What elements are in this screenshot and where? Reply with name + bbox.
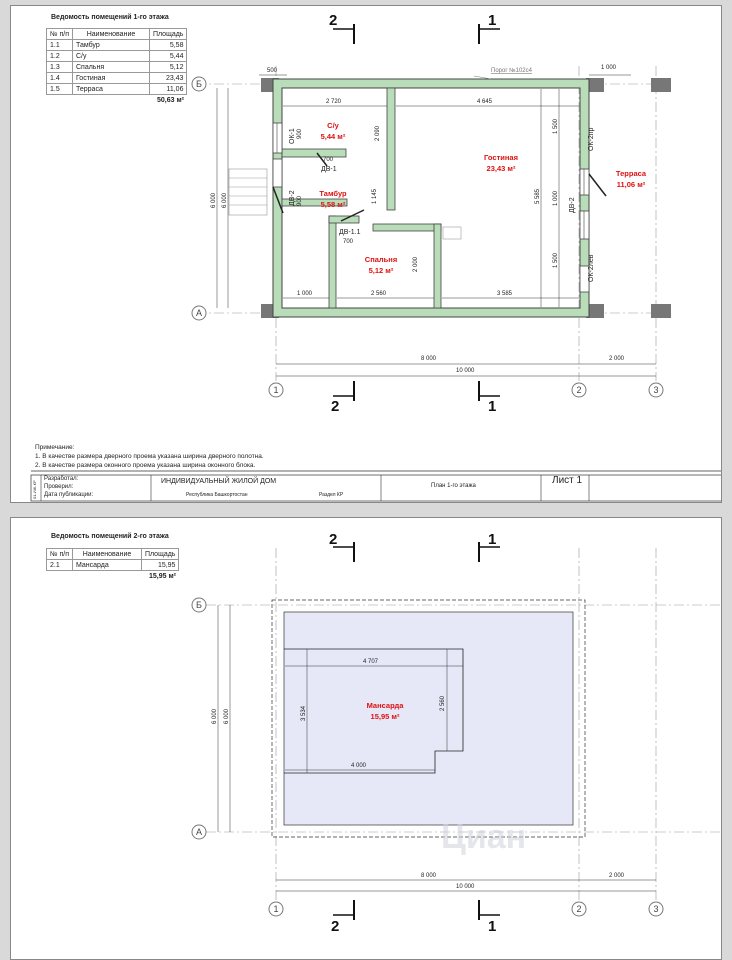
axis-label-a: А <box>195 308 203 318</box>
dim-2720: 2 720 <box>326 99 342 105</box>
axis-label-1: 1 <box>273 385 279 395</box>
door-label-dv11: ДВ-1.1 <box>339 229 361 236</box>
threshold-label: Порог №102с4 <box>491 68 532 74</box>
cell-area: 11,06 <box>149 84 186 95</box>
dim-2000-right: 2 000 <box>609 356 625 362</box>
cell-name: Спальня <box>72 62 149 73</box>
door-label-dv2-right: ДВ-2 <box>569 197 576 213</box>
cell-area: 5,12 <box>149 62 186 73</box>
schedule-header: Площадь <box>149 29 186 40</box>
cell-name: Терраса <box>72 84 149 95</box>
title-block-section: Раздел КР <box>319 492 344 498</box>
cell-num: 2.1 <box>47 560 73 571</box>
cell-num: 1.4 <box>47 73 73 84</box>
section-mark-2-bottom: 2 <box>331 918 340 935</box>
axis-label-b: Б <box>196 600 202 610</box>
schedule-2-title: Ведомость помещений 2-го этажа <box>51 533 169 540</box>
dim-10000: 10 000 <box>456 368 475 374</box>
dim-1000-bottom: 1 000 <box>297 291 313 297</box>
cell-area: 23,43 <box>149 73 186 84</box>
dim-6000-b: 6 000 <box>224 708 230 724</box>
dim-900-a: 900 <box>297 128 303 139</box>
cell-name: Тамбур <box>72 40 149 51</box>
cell-name: Гостиная <box>72 73 149 84</box>
window-label-ok1: ОК-1 <box>289 128 296 144</box>
dim-3534: 3 534 <box>301 705 307 721</box>
room-vestibule-name: Тамбур <box>319 189 347 198</box>
sheet-2 <box>10 517 722 960</box>
schedule-header: Наименование <box>72 549 141 560</box>
dim-5585: 5 585 <box>535 188 541 204</box>
dim-6000-a: 6 000 <box>211 192 217 208</box>
section-mark-1-bottom: 1 <box>488 398 497 415</box>
dim-2560: 2 560 <box>440 695 446 711</box>
door-label-dv2: ДВ-2 <box>289 190 296 206</box>
dim-2000: 2 000 <box>413 256 419 272</box>
room-toilet-name: С/у <box>327 121 339 130</box>
dim-900-b: 900 <box>297 195 303 206</box>
note-2: 2. В качестве размера оконного проема указана ширина оконного блока. <box>35 462 256 469</box>
dim-6000-b: 6 000 <box>222 192 228 208</box>
section-mark-2-top: 2 <box>329 12 338 29</box>
schedule-1-title: Ведомость помещений 1-го этажа <box>51 14 169 21</box>
cell-num: 1.2 <box>47 51 73 62</box>
title-block-pub-date: Дата публикации: <box>44 492 94 498</box>
section-mark-1-top: 1 <box>488 531 497 548</box>
room-living-area: 23,43 м² <box>486 164 516 173</box>
title-block-sheet: Лист 1 <box>552 475 583 486</box>
schedule-header: Площадь <box>141 549 178 560</box>
note-1: 1. В качестве размера дверного проема указана ширина дверного полотна. <box>35 453 264 460</box>
dim-2090: 2 090 <box>375 125 381 141</box>
section-mark-1-top: 1 <box>488 12 497 29</box>
dim-1500-a: 1 500 <box>553 118 559 134</box>
axis-label-3: 3 <box>653 385 659 395</box>
dim-10000: 10 000 <box>456 884 475 890</box>
dim-4000: 4 000 <box>351 763 367 769</box>
schedule-header: № п/п <box>47 549 73 560</box>
schedule-header: № п/п <box>47 29 73 40</box>
schedule-total: 15,95 м² <box>148 572 176 580</box>
dim-1500-b: 1 500 <box>553 252 559 268</box>
room-toilet-area: 5,44 м² <box>320 132 346 141</box>
schedule-header: Наименование <box>72 29 149 40</box>
section-mark-1-bottom: 1 <box>488 918 497 935</box>
cell-name: С/у <box>72 51 149 62</box>
dim-4707: 4 707 <box>363 659 379 665</box>
dim-6000-a: 6 000 <box>212 708 218 724</box>
notes-title: Примечание: <box>35 444 75 451</box>
room-terrace-name: Терраса <box>615 169 647 178</box>
title-block-drawing: План 1-го этажа <box>431 483 476 489</box>
room-bedroom-name: Спальня <box>364 255 398 264</box>
door-label-dv1: ДВ-1 <box>321 166 337 173</box>
dim-2000-right: 2 000 <box>609 873 625 879</box>
dim-1145: 1 145 <box>372 188 378 204</box>
section-mark-2-top: 2 <box>329 531 338 548</box>
dim-1000-top: 1 000 <box>601 65 617 71</box>
cell-num: 1.1 <box>47 40 73 51</box>
dim-1000-right: 1 000 <box>553 190 559 206</box>
axis-label-2: 2 <box>576 904 582 914</box>
floor-1-plan <box>11 6 722 503</box>
dim-700-b: 700 <box>343 239 354 245</box>
floor-2-plan <box>11 518 722 960</box>
window-label-ok2lev: ОК-2лев <box>588 254 595 282</box>
cell-area: 5,58 <box>149 40 186 51</box>
room-attic-name: Мансарда <box>366 701 404 710</box>
section-mark-2-bottom: 2 <box>331 398 340 415</box>
cell-area: 15,95 <box>141 560 178 571</box>
room-bedroom-area: 5,12 м² <box>368 266 394 275</box>
title-block-region: Республика Башкортостан <box>186 492 248 498</box>
dim-4645: 4 645 <box>477 99 493 105</box>
title-block-developer: Разработал: <box>44 476 79 482</box>
dim-2560: 2 560 <box>371 291 387 297</box>
notes <box>35 443 264 470</box>
cell-num: 1.3 <box>47 62 73 73</box>
sheet-1 <box>10 5 722 503</box>
axis-label-1: 1 <box>273 904 279 914</box>
dim-8000: 8 000 <box>421 356 437 362</box>
schedule-total: 50,63 м² <box>156 96 184 104</box>
room-living-name: Гостиная <box>484 153 518 162</box>
title-block-checked: Проверил: <box>44 484 74 490</box>
cell-area: 5,44 <box>149 51 186 62</box>
dim-500: 500 <box>267 68 278 74</box>
cell-name: Мансарда <box>72 560 141 571</box>
dim-8000: 8 000 <box>421 873 437 879</box>
dim-700-a: 700 <box>323 157 334 163</box>
cell-num: 1.5 <box>47 84 73 95</box>
axis-label-b: Б <box>196 79 202 89</box>
window-label-ok2pr: ОК-2пр <box>588 127 595 151</box>
axis-label-2: 2 <box>576 385 582 395</box>
watermark-cian: Циан <box>441 818 527 856</box>
dim-3585: 3 585 <box>497 291 513 297</box>
axis-label-3: 3 <box>653 904 659 914</box>
room-attic-area: 15,95 м² <box>370 712 400 721</box>
room-terrace-area: 11,06 м² <box>616 180 646 189</box>
title-block-side-code: 01-ИЖ-КР <box>32 480 37 499</box>
title-block-project: ИНДИВИДУАЛЬНЫЙ ЖИЛОЙ ДОМ <box>161 478 277 485</box>
axis-label-a: А <box>195 827 203 837</box>
room-vestibule-area: 5,58 м² <box>320 200 346 209</box>
